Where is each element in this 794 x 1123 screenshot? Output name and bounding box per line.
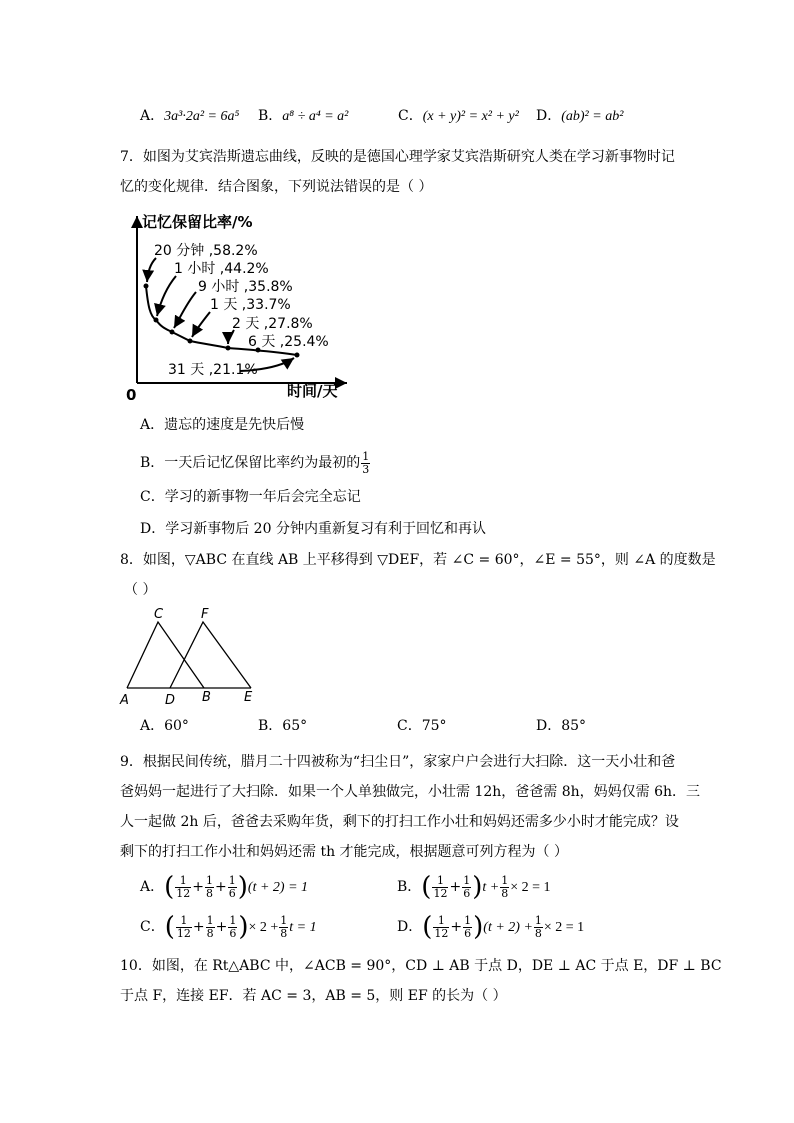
q7-option-a: A．遗忘的速度是先快后慢: [140, 417, 305, 433]
frac-den: 8: [206, 926, 214, 940]
q9-option-c-label: C．: [140, 919, 165, 935]
frac-den: 12: [176, 926, 191, 940]
label-f: F: [201, 607, 209, 622]
q7-option-c: C．学习的新事物一年后会完全忘记: [140, 489, 361, 505]
q9-option-c-tail: t = 1: [289, 920, 317, 935]
forgetting-curve-figure: [122, 208, 362, 403]
q9-option-a-tail: (t + 2) = 1: [247, 880, 309, 895]
frac-den: 8: [501, 886, 509, 900]
annotation-31d: 31 天 ,21.1%: [168, 362, 258, 378]
frac-num: 1: [280, 913, 288, 927]
annotation-20min: 20 分钟 ,58.2%: [154, 243, 258, 259]
q6-option-a-expr: 3a³·2a² = 6a⁵: [164, 109, 240, 124]
q10-stem-line2: 于点 F，连接 EF．若 AC = 3，AB = 5，则 EF 的长为（ ）: [120, 988, 507, 1004]
frac-den: 8: [206, 886, 214, 900]
triangle-abc: [127, 622, 204, 688]
frac-num: 1: [229, 913, 237, 927]
frac-num: 1: [206, 873, 214, 887]
arrow-9h: [174, 292, 196, 328]
q6-option-d-expr: (ab)² = ab²: [561, 109, 624, 124]
annotation-2d: 2 天 ,27.8%: [232, 316, 313, 332]
translated-triangles-figure: [116, 604, 266, 708]
frac-num: 1: [206, 913, 214, 927]
q6-option-d-label: D．: [536, 108, 562, 124]
q6-option-b: [258, 106, 348, 127]
frac-num: 1: [228, 873, 236, 887]
point-2d: [226, 346, 231, 351]
frac-den: 6: [229, 926, 237, 940]
frac-num: 1: [534, 913, 542, 927]
q8-option-a: A．60°: [140, 718, 189, 734]
q7-stem-line1: 7．如图为艾宾浩斯遗忘曲线，反映的是德国心理学家艾宾浩斯研究人类在学习新事物时记: [120, 149, 675, 165]
frac-den: 12: [176, 886, 191, 900]
arrow-1d: [192, 312, 210, 337]
frac-den: 6: [228, 886, 236, 900]
arrow-1h: [157, 276, 176, 316]
q6-options-row: [140, 106, 239, 127]
q8-option-c: C．75°: [397, 718, 447, 734]
point-1h: [154, 318, 159, 323]
q9-option-b-label: B．: [397, 879, 422, 895]
triangle-def: [170, 622, 251, 688]
point-20min: [144, 284, 149, 289]
label-c: C: [154, 607, 164, 622]
frac-den: 8: [534, 926, 542, 940]
frac-num: 1: [464, 913, 472, 927]
q8-option-d: D．85°: [536, 718, 587, 734]
frac-den: 6: [464, 926, 472, 940]
q8-stem-line1: 8．如图，▽ABC 在直线 AB 上平移得到 ▽DEF，若 ∠C = 60°，∠E = 55°，则 ∠A 的度数是: [120, 552, 716, 568]
q9-option-a-label: A．: [140, 879, 165, 895]
q6-option-c-label: C．: [398, 108, 423, 124]
frac-num: 1: [501, 873, 509, 887]
q9-option-a: A．( $\frac{1}{12}$ + $\frac{1}{8}$ + $\frac{1}{6}$ )(t + 2) = 1: [140, 872, 309, 902]
q9-option-d-mid: (t + 2) +: [483, 920, 533, 935]
x-axis-label: 时间/天: [287, 382, 338, 400]
label-e: E: [244, 690, 253, 705]
frac-den: 12: [433, 886, 448, 900]
q9-option-c-mid: × 2 +: [248, 920, 279, 935]
q9-stem-line2: 爸妈妈一起进行了大扫除．如果一个人单独做完，小壮需 12h，爸爸需 8h，妈妈仅需 6h．三: [120, 784, 701, 800]
label-b: B: [202, 690, 211, 705]
frac-den: 6: [463, 886, 471, 900]
q7-option-b-numerator: 1: [362, 449, 370, 463]
q6-option-c-expr: (x + y)² = x² + y²: [422, 109, 519, 124]
y-axis-label: 记忆保留比率/%: [142, 213, 253, 231]
q9-option-b-mid: t +: [482, 880, 500, 895]
q6-option-c: [398, 106, 519, 127]
q9-option-b-tail: × 2 = 1: [510, 880, 551, 895]
q9-option-b: B．( $\frac{1}{12}$ + $\frac{1}{6}$ )t + $\frac{1}{8}$ × 2 = 1: [397, 872, 551, 902]
frac-den: 8: [280, 926, 288, 940]
q10-stem-line1: 10．如图，在 Rt△ABC 中，∠ACB = 90°，CD ⊥ AB 于点 D，DE ⊥ AC 于点 E，DF ⊥ BC: [120, 958, 722, 974]
q9-stem-line4: 剩下的打扫工作小壮和妈妈还需 th 才能完成，根据题意可列方程为（ ）: [120, 844, 568, 860]
q9-option-c: C．( $\frac{1}{12}$ + $\frac{1}{8}$ + $\frac{1}{6}$ )× 2 + $\frac{1}{8}$ t = 1: [140, 912, 317, 942]
q7-option-b-fraction: [361, 451, 370, 476]
arrow-2d: [228, 330, 234, 344]
frac-num: 1: [433, 915, 449, 928]
point-31d: [295, 353, 300, 358]
q8-stem-line2: （ ）: [124, 582, 157, 598]
label-a: A: [120, 693, 129, 708]
frac-num: 1: [175, 875, 191, 888]
annotation-1h: 1 小时 ,44.2%: [174, 261, 269, 277]
frac-num: 1: [432, 875, 448, 888]
q7-option-d: D．学习新事物后 20 分钟内重新复习有利于回忆和再认: [140, 521, 486, 537]
frac-den: 12: [434, 926, 449, 940]
q9-option-d: D．( $\frac{1}{12}$ + $\frac{1}{6}$ )(t + 2) + $\frac{1}{8}$ × 2 = 1: [397, 912, 585, 942]
q7-stem-line2: 忆的变化规律．结合图象，下列说法错误的是（ ）: [120, 179, 433, 195]
q7-option-b-text: B．一天后记忆保留比率约为最初的: [140, 455, 361, 471]
point-1d: [188, 339, 193, 344]
q8-option-b: B．65°: [258, 718, 308, 734]
q6-option-d: [536, 106, 623, 127]
arrow-20min: [147, 258, 156, 282]
q9-option-d-label: D．: [397, 919, 423, 935]
annotation-1d: 1 天 ,33.7%: [210, 297, 291, 313]
frac-num: 1: [463, 873, 471, 887]
q6-option-a-label: A．: [140, 108, 165, 124]
point-9h: [170, 330, 175, 335]
annotation-9h: 9 小时 ,35.8%: [198, 279, 293, 295]
q7-option-b-denominator: 3: [362, 462, 370, 476]
q9-option-d-tail: × 2 = 1: [543, 920, 585, 935]
origin-label: 0: [126, 386, 137, 403]
q6-option-b-expr: a⁸ ÷ a⁴ = a²: [282, 109, 349, 124]
q7-option-b: [140, 450, 371, 476]
annotation-6d: 6 天 ,25.4%: [248, 334, 329, 350]
q9-stem-line1: 9．根据民间传统，腊月二十四被称为“扫尘日”，家家户户会进行大扫除．这一天小壮和爸: [120, 754, 676, 770]
label-d: D: [165, 693, 176, 708]
q9-stem-line3: 人一起做 2h 后，爸爸去采购年货，剩下的打扫工作小壮和妈妈还需多少小时才能完成？设: [120, 814, 679, 830]
q6-option-b-label: B．: [258, 108, 283, 124]
frac-num: 1: [176, 915, 192, 928]
